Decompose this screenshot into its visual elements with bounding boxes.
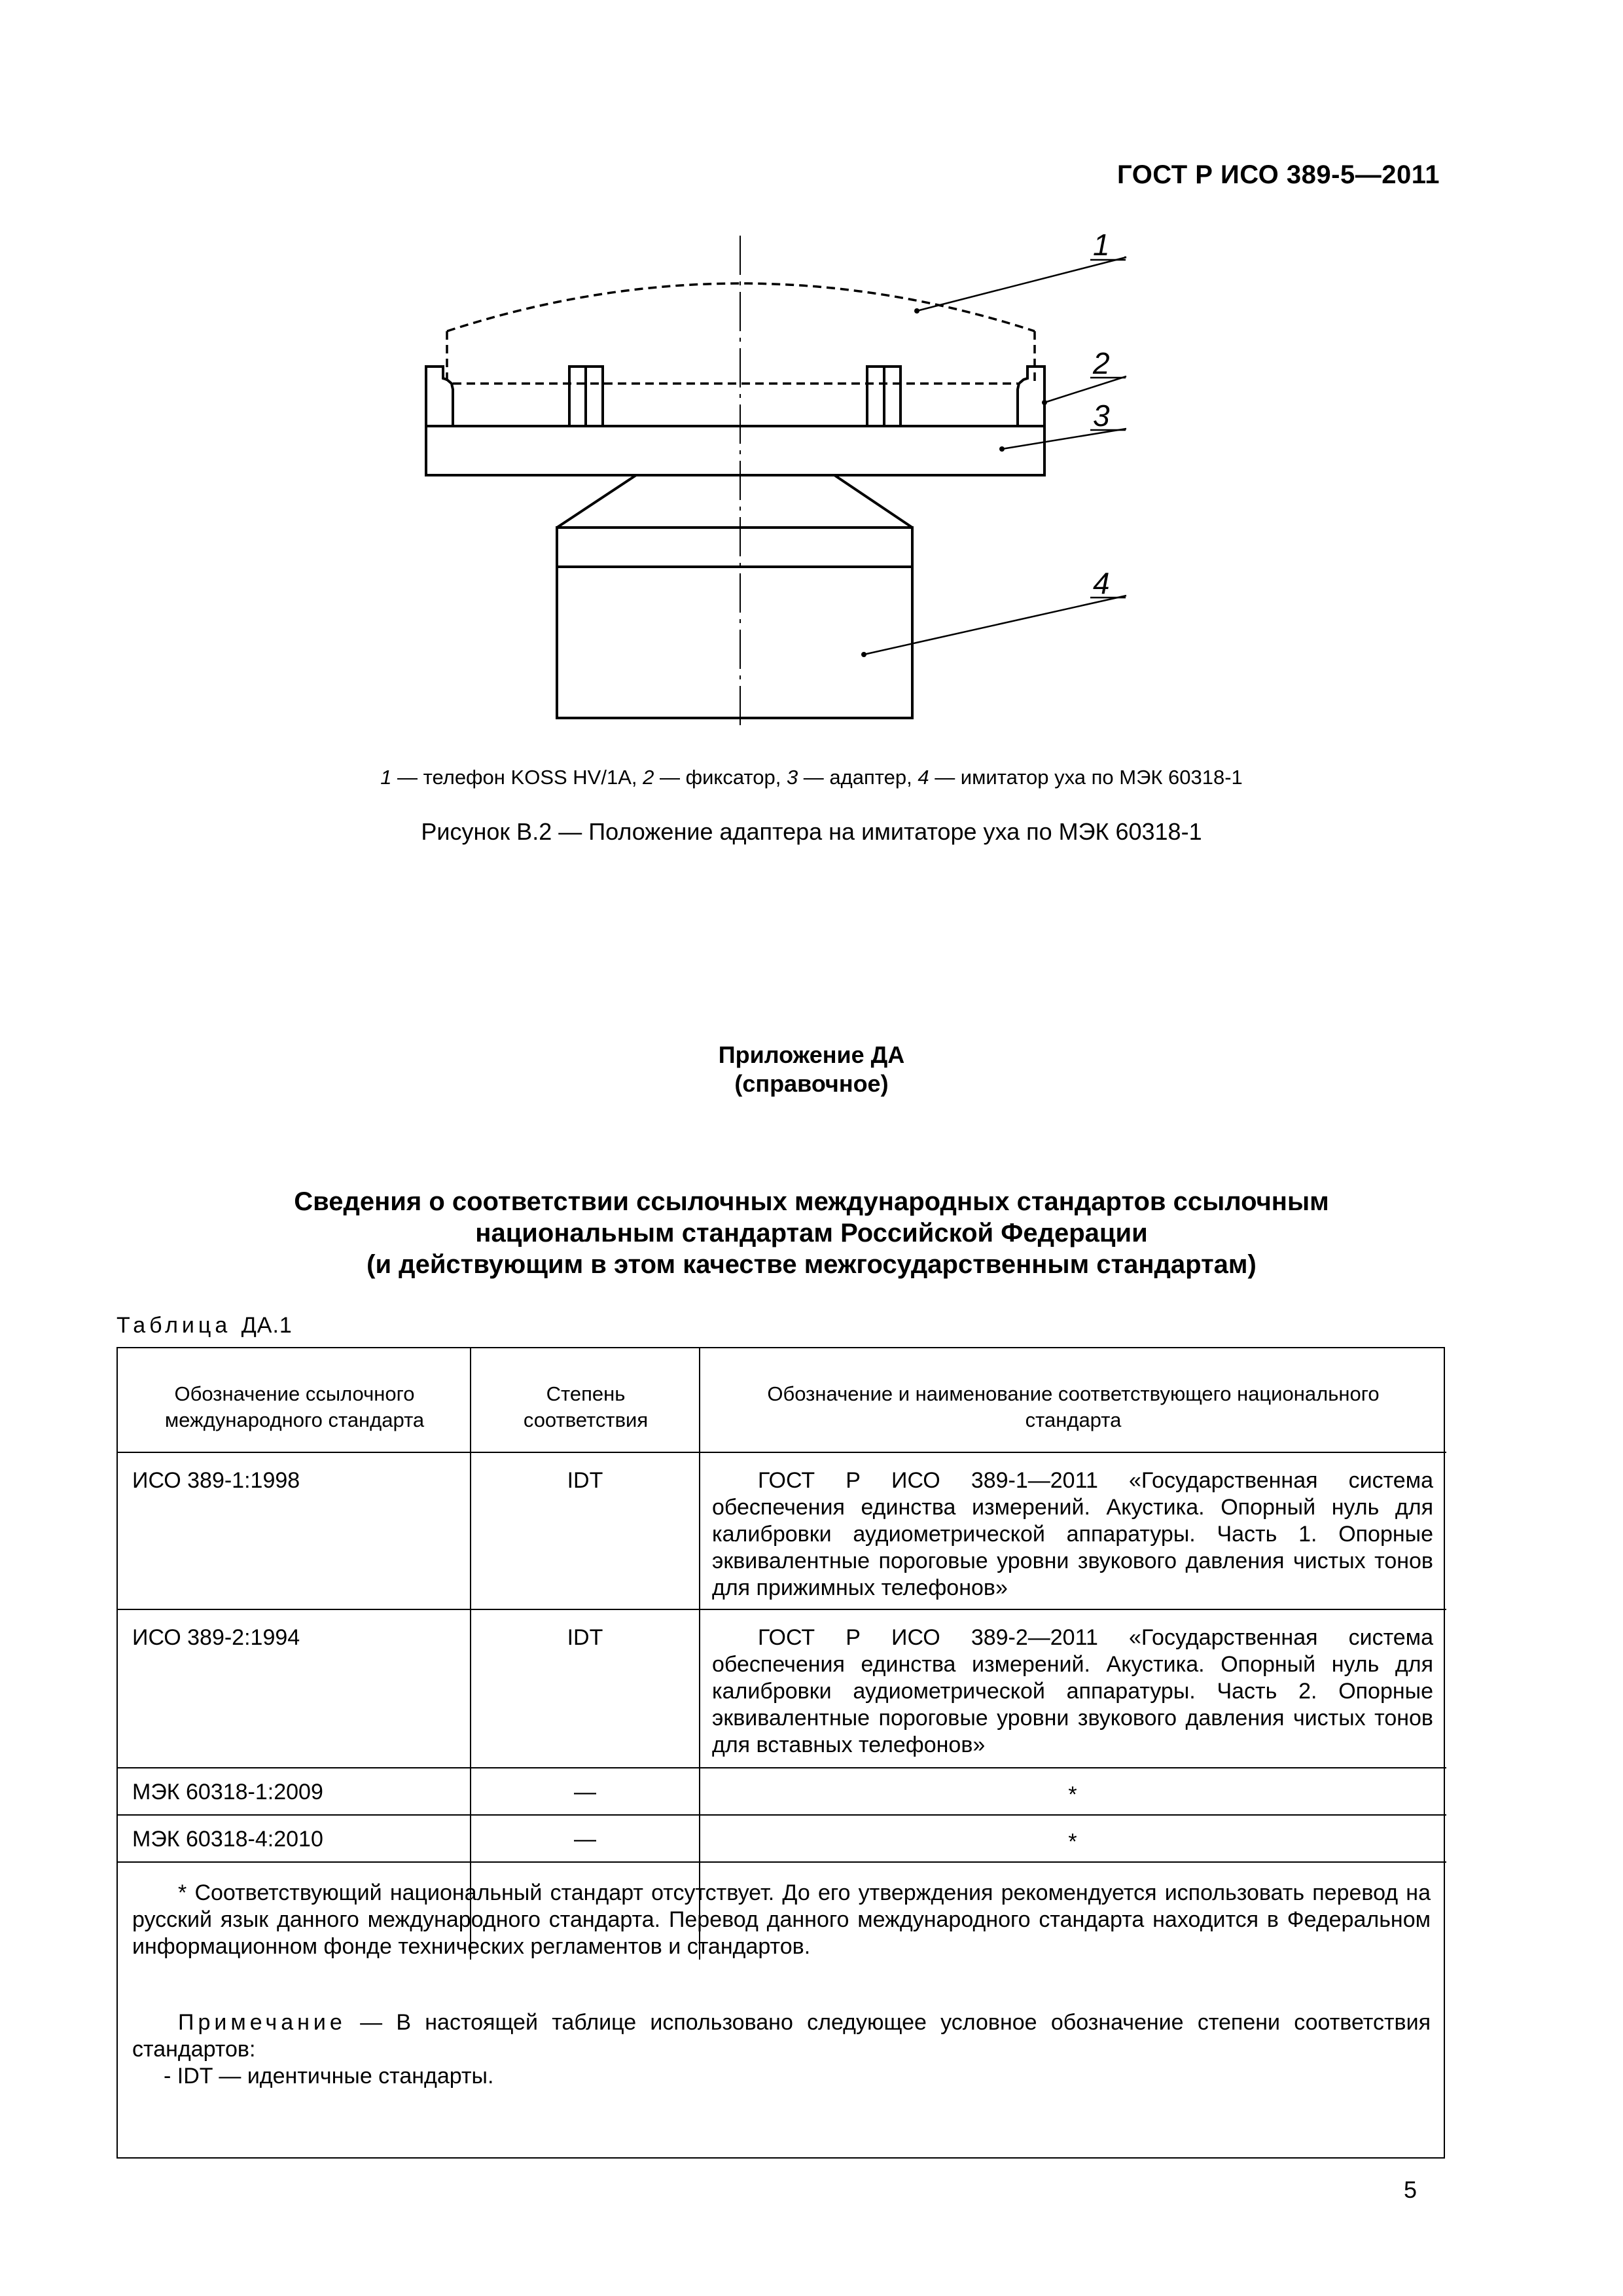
header-intl-standard: Обозначение ссылочного международного стандарта — [164, 1382, 425, 1431]
callout-1: 1 — [1093, 228, 1110, 262]
header-degree: Степень соответствия — [523, 1382, 649, 1431]
leader-line-2 — [1044, 376, 1126, 403]
table-row-4-national: * — [1068, 1829, 1077, 1854]
leader-line-4 — [864, 596, 1126, 655]
figure-legend: 1 — телефон KOSS HV/1A, 2 — фиксатор, 3 — адаптер, 4 — имитатор уха по МЭК 60318-1 — [380, 766, 1243, 789]
table-row-4-degree: — — [574, 1827, 596, 1852]
page-number: 5 — [1404, 2176, 1418, 2203]
table-row-1-std: ИСО 389-1:1998 — [132, 1468, 300, 1493]
callout-2: 2 — [1093, 346, 1110, 380]
leader-line-1 — [917, 257, 1126, 311]
table-row-3-degree: — — [574, 1780, 596, 1804]
retainer-left — [426, 367, 453, 426]
table-row-3-std: МЭК 60318-1:2009 — [132, 1780, 323, 1804]
table-row-2-std: ИСО 389-2:1994 — [132, 1625, 300, 1650]
table-row-3-national: * — [1068, 1782, 1077, 1807]
table-footnote: * Соответствующий национальный стандарт отсутствует. До его утверждения рекомендуется использовать перевод на русский язык данного международного стандарта. Перевод данного международного стандарта находится в Федеральном информационном фонде технических регламентов и стандартов. — [132, 1880, 1431, 1959]
annex-heading — [196, 1041, 1427, 1098]
document-code-header: ГОСТ Р ИСО 389-5—2011 — [1117, 160, 1440, 189]
adapter-on-ear-simulator-figure — [0, 0, 1623, 753]
table-row-1-national: ГОСТ Р ИСО 389-1—2011 «Государственная система обеспечения единства измерений. Акустика. Опорный нуль для калибровки аудиометрической аппаратуры. Часть 1. Опорные эквивалентные пороговые уровни звукового давления чистых тонов для прижимных телефонов» — [712, 1468, 1433, 1600]
figure-caption: Рисунок В.2 — Положение адаптера на имитаторе уха по МЭК 60318-1 — [421, 818, 1202, 845]
table-label: Таблица ДА.1 — [116, 1313, 293, 1338]
callout-3: 3 — [1093, 399, 1110, 433]
correspondence-table — [116, 1347, 1445, 2159]
header-national-standard: Обозначение и наименование соответствующего национального стандарта — [767, 1382, 1380, 1431]
ear-simulator-taper-right — [834, 475, 912, 528]
table-note: Примечание — В настоящей таблице использовано следующее условное обозначение степени соответствия стандартов: — [132, 2010, 1431, 2062]
table-row-2-degree: IDT — [567, 1625, 603, 1650]
adapter-plate — [426, 426, 1044, 475]
table-note-item: - IDT — идентичные стандарты. — [164, 2064, 494, 2089]
ear-simulator-body — [557, 528, 912, 718]
table-row-2-national: ГОСТ Р ИСО 389-2—2011 «Государственная система обеспечения единства измерений. Акустика. Опорный нуль для калибровки аудиометрической аппаратуры. Часть 2. Опорные эквивалентные пороговые уровни звукового давления чистых тонов для вставных телефонов» — [712, 1625, 1433, 1757]
retainer-right — [1018, 367, 1044, 426]
table-row-4-std: МЭК 60318-4:2010 — [132, 1827, 323, 1852]
table-row-1-degree: IDT — [567, 1468, 603, 1493]
annex-name: Приложение ДА — [718, 1041, 905, 1068]
ear-simulator-taper-left — [557, 475, 636, 528]
annex-title: Сведения о соответствии ссылочных международных стандартов ссылочным национальным стандартам Российской Федерации (и действующим в этом качестве межгосударственным стандартам) — [294, 1187, 1329, 1279]
annex-kind: (справочное) — [734, 1070, 889, 1097]
callout-4: 4 — [1093, 566, 1110, 600]
